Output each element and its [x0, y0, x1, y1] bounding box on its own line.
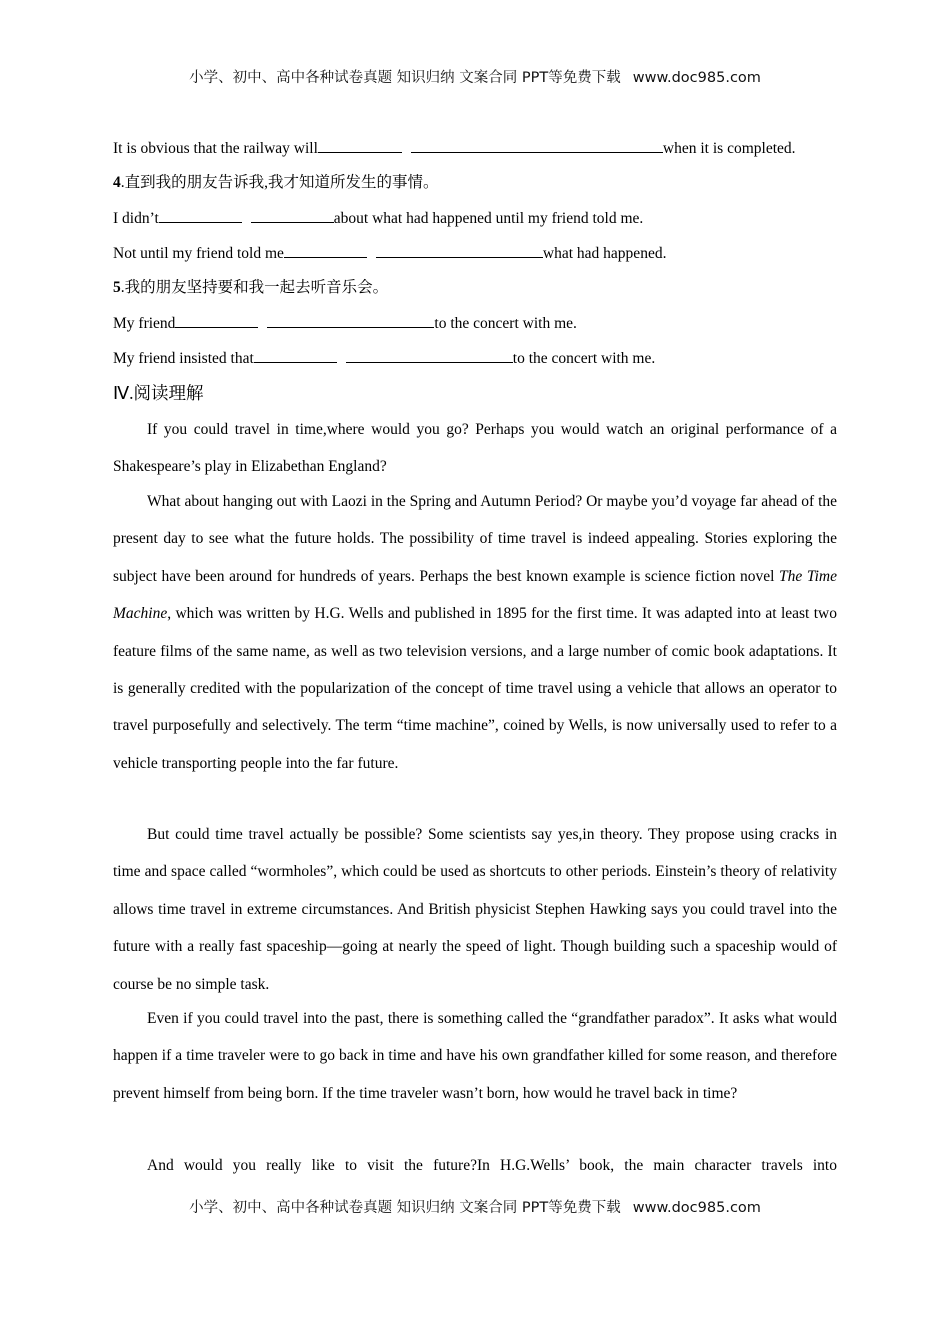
answer-blank[interactable] [318, 138, 402, 153]
answer-blank[interactable] [346, 348, 513, 363]
question-5-sentence-1 [113, 313, 837, 334]
sentence-text: I didn’t [113, 210, 159, 227]
sentence-text: My friend [113, 315, 176, 332]
answer-blank[interactable] [267, 313, 434, 328]
paragraph-text: , which was written by H.G. Wells and published in 1895 for the first time. It was adapted into at least two feature films of the same name, as well as two television versions, and a large number of comic book adaptations. It is generally credited with the popularization of the concept of time travel using a vehicle that allows an operator to travel purposefully and selectively. The term “time machine”, coined by Wells, is now universally used to refer to a vehicle transporting people into the far future. [113, 605, 837, 772]
sentence-text: when it is completed. [662, 140, 796, 157]
passage-paragraph-2 [113, 483, 837, 782]
watermark-url: www.doc985.com [632, 70, 761, 86]
footer-watermark [0, 1196, 950, 1217]
answer-blank[interactable] [254, 348, 337, 363]
watermark-text: 小学、初中、高中各种试卷真题 知识归纳 文案合同 PPT等免费下载 [189, 70, 621, 86]
passage-paragraph-4: Even if you could travel into the past, there is something called the “grandfather paradox”. It asks what would happen if a time traveler were to go back in time and have his own grandfather killed for some reason, and therefore prevent himself from being born. If the time traveler wasn’t born, how would he travel back in time? [113, 1010, 837, 1102]
passage-paragraph-5: And would you really like to visit the future?In H.G.Wells’ book, the main character travels into [147, 1157, 837, 1174]
question-number: 5 [113, 279, 121, 296]
sentence-text: to the concert with me. [512, 350, 656, 367]
question-number: 4 [113, 174, 121, 191]
watermark-text: 小学、初中、高中各种试卷真题 知识归纳 文案合同 PPT等免费下载 [189, 1200, 621, 1216]
sentence-text: about what had happened until my friend told me. [333, 210, 644, 227]
header-watermark [0, 66, 950, 87]
paragraph-text: What about hanging out with Laozi in the Spring and Autumn Period? Or maybe you’d voyage far ahead of the present day to see what the future holds. The possibility of time travel is indeed appealing. Stories exploring the subject have been around for hundreds of years. Perhaps the best known example is science fiction novel [113, 493, 837, 585]
question-5-prompt [113, 278, 837, 298]
section-heading-reading: Ⅳ.阅读理解 [113, 383, 204, 403]
answer-blank[interactable] [175, 313, 258, 328]
answer-blank[interactable] [284, 243, 367, 258]
answer-blank[interactable] [251, 208, 334, 223]
question-prompt: .我的朋友坚持要和我一起去听音乐会。 [120, 279, 389, 296]
answer-blank[interactable] [376, 243, 543, 258]
question-prompt: .直到我的朋友告诉我,我才知道所发生的事情。 [120, 174, 439, 191]
sentence-text: to the concert with me. [434, 315, 577, 332]
passage-paragraph-1: If you could travel in time,where would you go? Perhaps you would watch an original performance of a Shakespeare’s play in Elizabethan England? [113, 421, 837, 476]
question-4-prompt [113, 173, 837, 193]
question-4-sentence-2 [113, 243, 837, 264]
answer-blank[interactable] [159, 208, 242, 223]
sentence-text: It is obvious that the railway will [113, 140, 318, 157]
question-4-sentence-1 [113, 208, 837, 229]
sentence-text: My friend insisted that [113, 350, 254, 367]
watermark-url: www.doc985.com [632, 1200, 761, 1216]
answer-blank[interactable] [411, 138, 663, 153]
sentence-text: what had happened. [542, 245, 667, 262]
book-title: The Time Machine [113, 567, 837, 623]
question-5-sentence-2 [113, 348, 837, 369]
passage-paragraph-3: But could time travel actually be possible? Some scientists say yes,in theory. They propose using cracks in time and space called “wormholes”, which could be used as shortcuts to other periods. Einstein’s theory of relativity allows time travel in extreme circumstances. And British physicist Stephen Hawking says you could travel into the future with a really fast spaceship—going at nearly the speed of light. Though building such a spaceship would of course be no simple task. [113, 826, 837, 993]
exercise-line-railway [113, 138, 837, 159]
sentence-text: Not until my friend told me [113, 245, 284, 262]
